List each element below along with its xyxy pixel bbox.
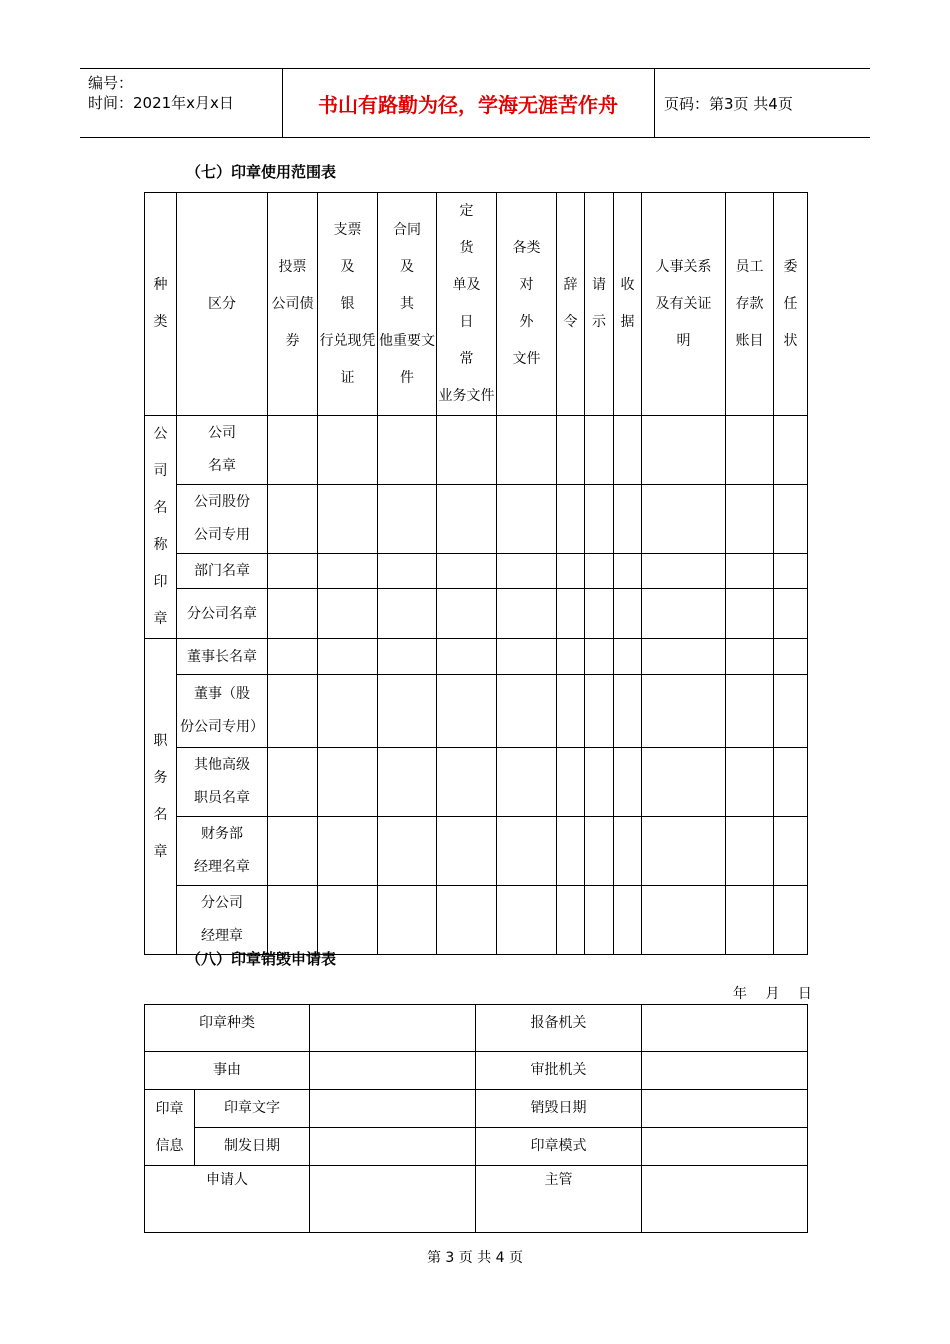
approval-authority-label: 审批机关 bbox=[476, 1052, 642, 1090]
table-cell bbox=[268, 675, 318, 748]
table-cell bbox=[774, 639, 808, 675]
table-cell bbox=[378, 886, 437, 955]
time-label: 时间：2021年x月x日 bbox=[88, 94, 234, 112]
table-cell bbox=[614, 817, 642, 886]
table-cell bbox=[557, 817, 585, 886]
table-cell bbox=[497, 485, 557, 554]
table-cell bbox=[642, 485, 726, 554]
applicant-value bbox=[310, 1166, 476, 1233]
row-label: 公司 名章 bbox=[177, 416, 268, 485]
table-row bbox=[145, 485, 808, 554]
seal-info-label bbox=[145, 1090, 195, 1166]
table-cell bbox=[268, 485, 318, 554]
table-cell bbox=[318, 817, 378, 886]
header-page-label: 页码：第3页 共4页 bbox=[664, 95, 793, 113]
col-header: 收 据 bbox=[614, 193, 642, 416]
table-cell bbox=[557, 886, 585, 955]
table-row bbox=[145, 1166, 808, 1233]
col-header: 辞 令 bbox=[557, 193, 585, 416]
table-cell bbox=[268, 886, 318, 955]
table-row bbox=[145, 886, 808, 955]
table-cell bbox=[378, 554, 437, 589]
table-cell bbox=[437, 554, 497, 589]
table-cell bbox=[437, 416, 497, 485]
row-label: 分公司 经理章 bbox=[177, 886, 268, 955]
table-cell bbox=[642, 748, 726, 817]
table-cell bbox=[642, 416, 726, 485]
table-cell bbox=[614, 589, 642, 639]
table-cell bbox=[497, 748, 557, 817]
section7-title: （七）印章使用范围表 bbox=[186, 163, 337, 181]
reason-label: 事由 bbox=[145, 1052, 310, 1090]
table-cell bbox=[642, 639, 726, 675]
seal-pattern-value bbox=[642, 1128, 808, 1166]
table-header-row bbox=[145, 193, 808, 416]
table-cell bbox=[437, 748, 497, 817]
issue-date-value bbox=[310, 1128, 476, 1166]
table-cell bbox=[774, 675, 808, 748]
approval-authority-value bbox=[642, 1052, 808, 1090]
table-cell bbox=[557, 485, 585, 554]
table-cell bbox=[437, 886, 497, 955]
table-row bbox=[145, 675, 808, 748]
col-header: 投票 公司债券 bbox=[268, 193, 318, 416]
table-cell bbox=[557, 554, 585, 589]
table-cell bbox=[268, 554, 318, 589]
group-label: 职 务 名 章 bbox=[145, 639, 177, 955]
table-cell bbox=[774, 416, 808, 485]
table-row bbox=[145, 1090, 808, 1128]
table-cell bbox=[268, 589, 318, 639]
table-cell bbox=[585, 817, 614, 886]
table-cell bbox=[437, 589, 497, 639]
table-cell bbox=[497, 639, 557, 675]
table-cell bbox=[378, 639, 437, 675]
table-row bbox=[145, 1005, 808, 1052]
table-cell bbox=[557, 589, 585, 639]
table-cell bbox=[726, 416, 774, 485]
col-header: 请 示 bbox=[585, 193, 614, 416]
table-cell bbox=[642, 817, 726, 886]
col-header: 人事关系 及有关证 明 bbox=[642, 193, 726, 416]
section8-title: （八）印章销毁申请表 bbox=[186, 950, 337, 968]
table-cell bbox=[726, 748, 774, 817]
table-cell bbox=[378, 485, 437, 554]
table-cell bbox=[497, 817, 557, 886]
table-cell bbox=[497, 886, 557, 955]
table-cell bbox=[614, 748, 642, 817]
table-cell bbox=[614, 554, 642, 589]
filing-authority-value bbox=[642, 1005, 808, 1052]
table-row bbox=[145, 416, 808, 485]
table-cell bbox=[557, 416, 585, 485]
table-cell bbox=[642, 554, 726, 589]
table-cell bbox=[437, 639, 497, 675]
table-cell bbox=[318, 639, 378, 675]
table-cell bbox=[557, 748, 585, 817]
seal-usage-table bbox=[144, 192, 808, 955]
row-label: 董事（股 份公司专用） bbox=[177, 675, 268, 748]
seal-type-label: 印章种类 bbox=[145, 1005, 310, 1052]
table-row bbox=[145, 817, 808, 886]
table-cell bbox=[437, 675, 497, 748]
seal-destruction-table bbox=[144, 1004, 808, 1233]
seal-text-label: 印章文字 bbox=[195, 1090, 310, 1128]
table-cell bbox=[318, 748, 378, 817]
table-cell bbox=[268, 416, 318, 485]
table-cell bbox=[585, 748, 614, 817]
table-cell bbox=[585, 675, 614, 748]
table-cell bbox=[318, 485, 378, 554]
header-motto: 书山有路勤为径，学海无涯苦作舟 bbox=[318, 93, 618, 117]
table-cell bbox=[268, 639, 318, 675]
table-row bbox=[145, 1128, 808, 1166]
table-cell bbox=[726, 675, 774, 748]
table-cell bbox=[437, 817, 497, 886]
row-label: 公司股份 公司专用 bbox=[177, 485, 268, 554]
table-cell bbox=[614, 485, 642, 554]
table-row bbox=[145, 1052, 808, 1090]
header-meta bbox=[88, 73, 234, 113]
table-cell bbox=[726, 554, 774, 589]
table-cell bbox=[557, 639, 585, 675]
seal-text-value bbox=[310, 1090, 476, 1128]
destroy-date-label: 销毁日期 bbox=[476, 1090, 642, 1128]
col-header: 支票 及 银 行兑现凭证 bbox=[318, 193, 378, 416]
table-cell bbox=[726, 639, 774, 675]
table-cell bbox=[774, 589, 808, 639]
table-cell bbox=[726, 886, 774, 955]
table-cell bbox=[642, 675, 726, 748]
page-header bbox=[80, 68, 870, 138]
table-cell bbox=[268, 748, 318, 817]
table-cell bbox=[585, 589, 614, 639]
table-cell bbox=[318, 589, 378, 639]
seal-pattern-label: 印章模式 bbox=[476, 1128, 642, 1166]
table-cell bbox=[268, 817, 318, 886]
table-cell bbox=[642, 589, 726, 639]
table-cell bbox=[614, 416, 642, 485]
filing-authority-label: 报备机关 bbox=[476, 1005, 642, 1052]
table-row bbox=[145, 639, 808, 675]
table-cell bbox=[774, 817, 808, 886]
table-row bbox=[145, 748, 808, 817]
issue-date-label: 制发日期 bbox=[195, 1128, 310, 1166]
col-header: 员工 存款 账目 bbox=[726, 193, 774, 416]
col-header: 合同 及 其 他重要文件 bbox=[378, 193, 437, 416]
table-cell bbox=[497, 589, 557, 639]
col-header-category: 区分 bbox=[177, 193, 268, 416]
table-cell bbox=[614, 639, 642, 675]
seal-type-value bbox=[310, 1005, 476, 1052]
table-cell bbox=[437, 485, 497, 554]
applicant-label: 申请人 bbox=[145, 1166, 310, 1233]
date-line: 年 月 日 bbox=[733, 986, 812, 1002]
number-label: 编号： bbox=[88, 74, 134, 92]
col-header-type-text: 种 类 bbox=[153, 277, 168, 330]
table-cell bbox=[774, 886, 808, 955]
table-cell bbox=[318, 554, 378, 589]
row-label: 分公司名章 bbox=[177, 589, 268, 639]
table-cell bbox=[378, 817, 437, 886]
col-header: 委 任 状 bbox=[774, 193, 808, 416]
page-footer: 第 3 页 共 4 页 bbox=[426, 1250, 524, 1266]
destroy-date-value bbox=[642, 1090, 808, 1128]
table-cell bbox=[585, 485, 614, 554]
table-cell bbox=[378, 589, 437, 639]
table-cell bbox=[614, 675, 642, 748]
table-row bbox=[145, 589, 808, 639]
table-cell bbox=[497, 675, 557, 748]
table-cell bbox=[585, 886, 614, 955]
seal-info-text: 印章 信息 bbox=[155, 1100, 184, 1154]
row-label: 其他高级 职员名章 bbox=[177, 748, 268, 817]
table-cell bbox=[774, 554, 808, 589]
table-cell bbox=[318, 416, 378, 485]
table-cell bbox=[557, 675, 585, 748]
table-cell bbox=[318, 886, 378, 955]
header-divider bbox=[654, 69, 655, 137]
row-label: 董事长名章 bbox=[177, 639, 268, 675]
supervisor-value bbox=[642, 1166, 808, 1233]
col-header-type bbox=[145, 193, 177, 416]
table-cell bbox=[726, 589, 774, 639]
table-cell bbox=[726, 485, 774, 554]
supervisor-label: 主管 bbox=[476, 1166, 642, 1233]
reason-value bbox=[310, 1052, 476, 1090]
table-cell bbox=[726, 817, 774, 886]
table-cell bbox=[774, 485, 808, 554]
table-cell bbox=[774, 748, 808, 817]
table-cell bbox=[585, 554, 614, 589]
table-cell bbox=[614, 886, 642, 955]
table-cell bbox=[585, 416, 614, 485]
col-header: 各类 对 外 文件 bbox=[497, 193, 557, 416]
group-label: 公 司 名 称 印 章 bbox=[145, 416, 177, 639]
row-label: 部门名章 bbox=[177, 554, 268, 589]
table-cell bbox=[318, 675, 378, 748]
table-cell bbox=[585, 639, 614, 675]
col-header: 定 货 单及 日 常 业务文件 bbox=[437, 193, 497, 416]
row-label: 财务部 经理名章 bbox=[177, 817, 268, 886]
table-cell bbox=[378, 675, 437, 748]
table-cell bbox=[378, 748, 437, 817]
table-cell bbox=[642, 886, 726, 955]
table-cell bbox=[378, 416, 437, 485]
table-cell bbox=[497, 554, 557, 589]
table-cell bbox=[497, 416, 557, 485]
table-row bbox=[145, 554, 808, 589]
